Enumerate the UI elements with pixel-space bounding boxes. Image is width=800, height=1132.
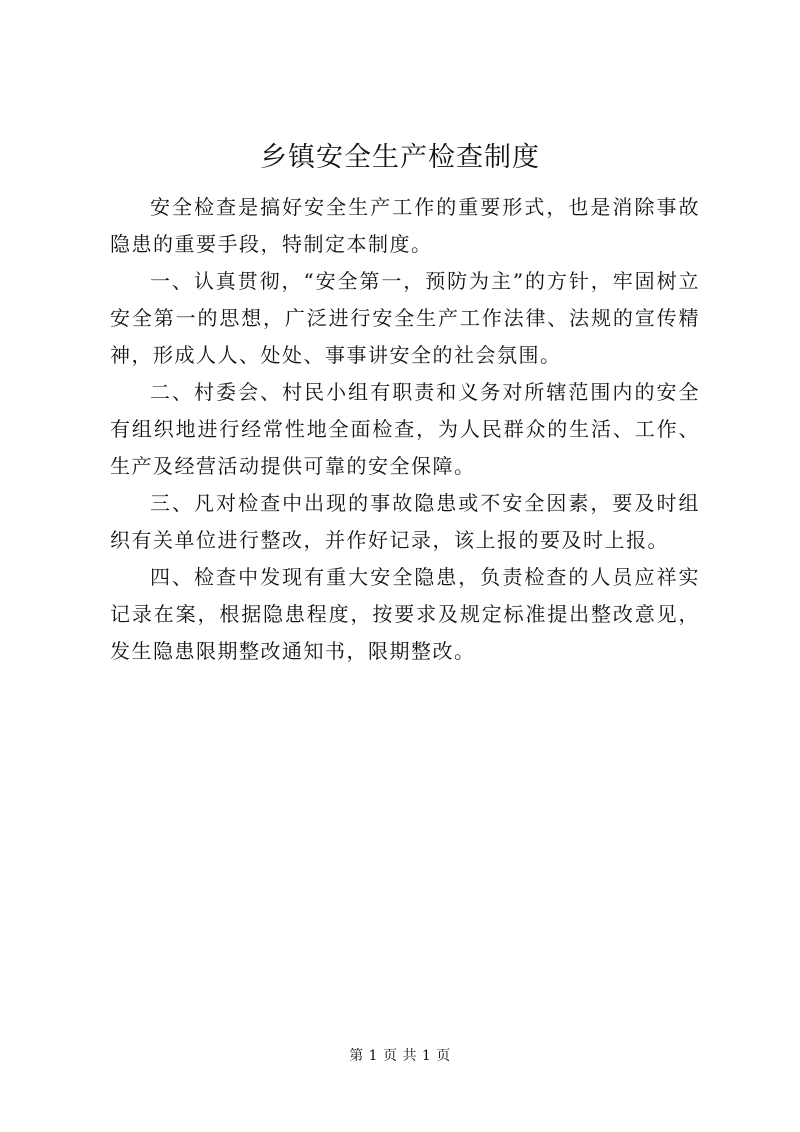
paragraph-item-3: 三、凡对检查中出现的事故隐患或不安全因素，要及时组织有关单位进行整改，并作好记录，该上报的要及时上报。	[110, 491, 700, 552]
document-title: 乡镇安全生产检查制度	[260, 142, 540, 173]
paragraph-item-4: 四、检查中发现有重大安全隐患，负责检查的人员应祥实记录在案，根据隐患程度，按要求及规定标准提出整改意见，发生隐患限期整改通知书，限期整改。	[110, 565, 700, 663]
page-number-footer: 第 1 页 共 1 页	[349, 1048, 451, 1064]
paragraph-item-2: 二、村委会、村民小组有职责和义务对所辖范围内的安全有组织地进行经常性地全面检查，为人民群众的生活、工作、生产及经营活动提供可靠的安全保障。	[110, 380, 700, 478]
paragraph-item-1: 一、认真贯彻，“安全第一，预防为主”的方针，牢固树立安全第一的思想，广泛进行安全生产工作法律、法规的宣传精神，形成人人、处处、事事讲安全的社会氛围。	[110, 269, 700, 367]
document-body	[110, 189, 700, 670]
paragraph-intro: 安全检查是搞好安全生产工作的重要形式，也是消除事故隐患的重要手段，特制定本制度。	[110, 195, 700, 256]
